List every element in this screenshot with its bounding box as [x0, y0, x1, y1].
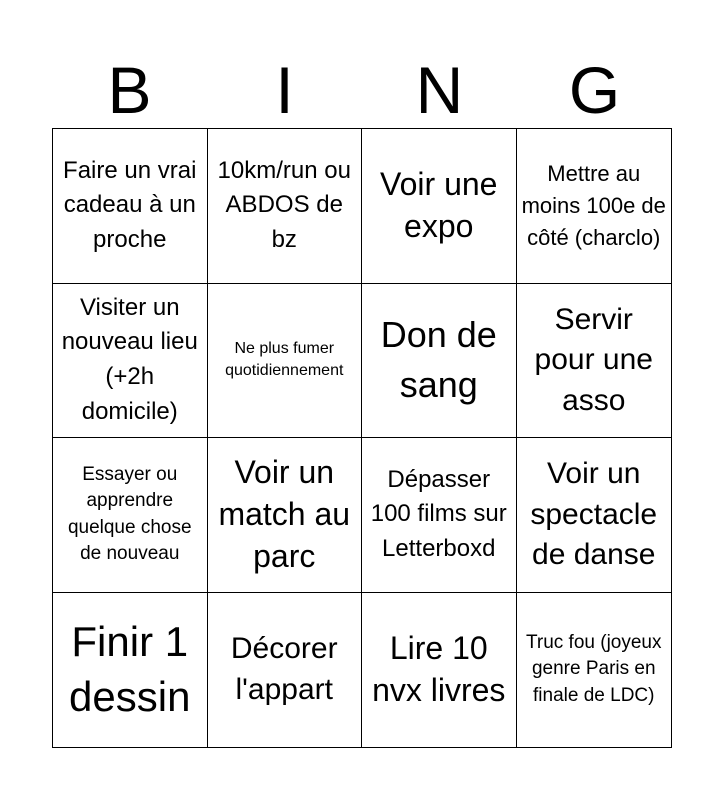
header-letter-g: G [568, 53, 621, 127]
bingo-cell[interactable] [53, 129, 208, 284]
bingo-cell-text: Finir 1 dessin [69, 618, 191, 720]
bingo-cell-text: Visiter un nouveau lieu (+2h domicile) [61, 293, 198, 426]
bingo-cell-text: Lire 10 nvx livres [372, 630, 506, 708]
bingo-cell[interactable] [517, 593, 672, 748]
bingo-cell[interactable] [208, 438, 363, 593]
bingo-cell-text: Faire un vrai cadeau à un proche [63, 156, 197, 254]
bingo-cell-text: Voir un spectacle de danse [530, 457, 658, 571]
bingo-cell[interactable] [362, 438, 517, 593]
bingo-cell[interactable] [208, 593, 363, 748]
bingo-cell-text: Essayer ou apprendre quelque chose de nouveau [67, 463, 192, 565]
bingo-cell[interactable] [53, 438, 208, 593]
bingo-cell-text: Don de sang [380, 313, 497, 406]
bingo-cell[interactable] [208, 129, 363, 284]
bingo-cell[interactable] [517, 284, 672, 439]
bingo-cell-text: Dépasser 100 films sur Letterboxd [370, 465, 507, 563]
bingo-cell[interactable] [53, 593, 208, 748]
bingo-grid [52, 128, 672, 748]
header-letter-i: I [275, 53, 294, 127]
bingo-cell[interactable] [517, 438, 672, 593]
bingo-cell-text: Décorer l'appart [230, 632, 338, 706]
bingo-cell-text: Voir une expo [380, 166, 498, 244]
bingo-header [52, 52, 672, 128]
bingo-cell[interactable] [517, 129, 672, 284]
bingo-cell-text: 10km/run ou ABDOS de bz [217, 156, 351, 254]
bingo-cell[interactable] [208, 284, 363, 439]
header-letter-b: B [107, 53, 152, 127]
bingo-cell-text: Ne plus fumer quotidiennement [225, 339, 344, 380]
bingo-cell[interactable] [53, 284, 208, 439]
bingo-cell[interactable] [362, 284, 517, 439]
bingo-cell-text: Servir pour une asso [534, 302, 653, 417]
bingo-cell[interactable] [362, 593, 517, 748]
bingo-cell-text: Voir un match au parc [218, 454, 351, 574]
bingo-cell-text: Mettre au moins 100e de côté (charclo) [521, 160, 666, 250]
header-letter-n: N [415, 53, 464, 127]
bingo-cell[interactable] [362, 129, 517, 284]
bingo-cell-text: Truc fou (joyeux genre Paris en finale de LDC) [525, 631, 662, 707]
